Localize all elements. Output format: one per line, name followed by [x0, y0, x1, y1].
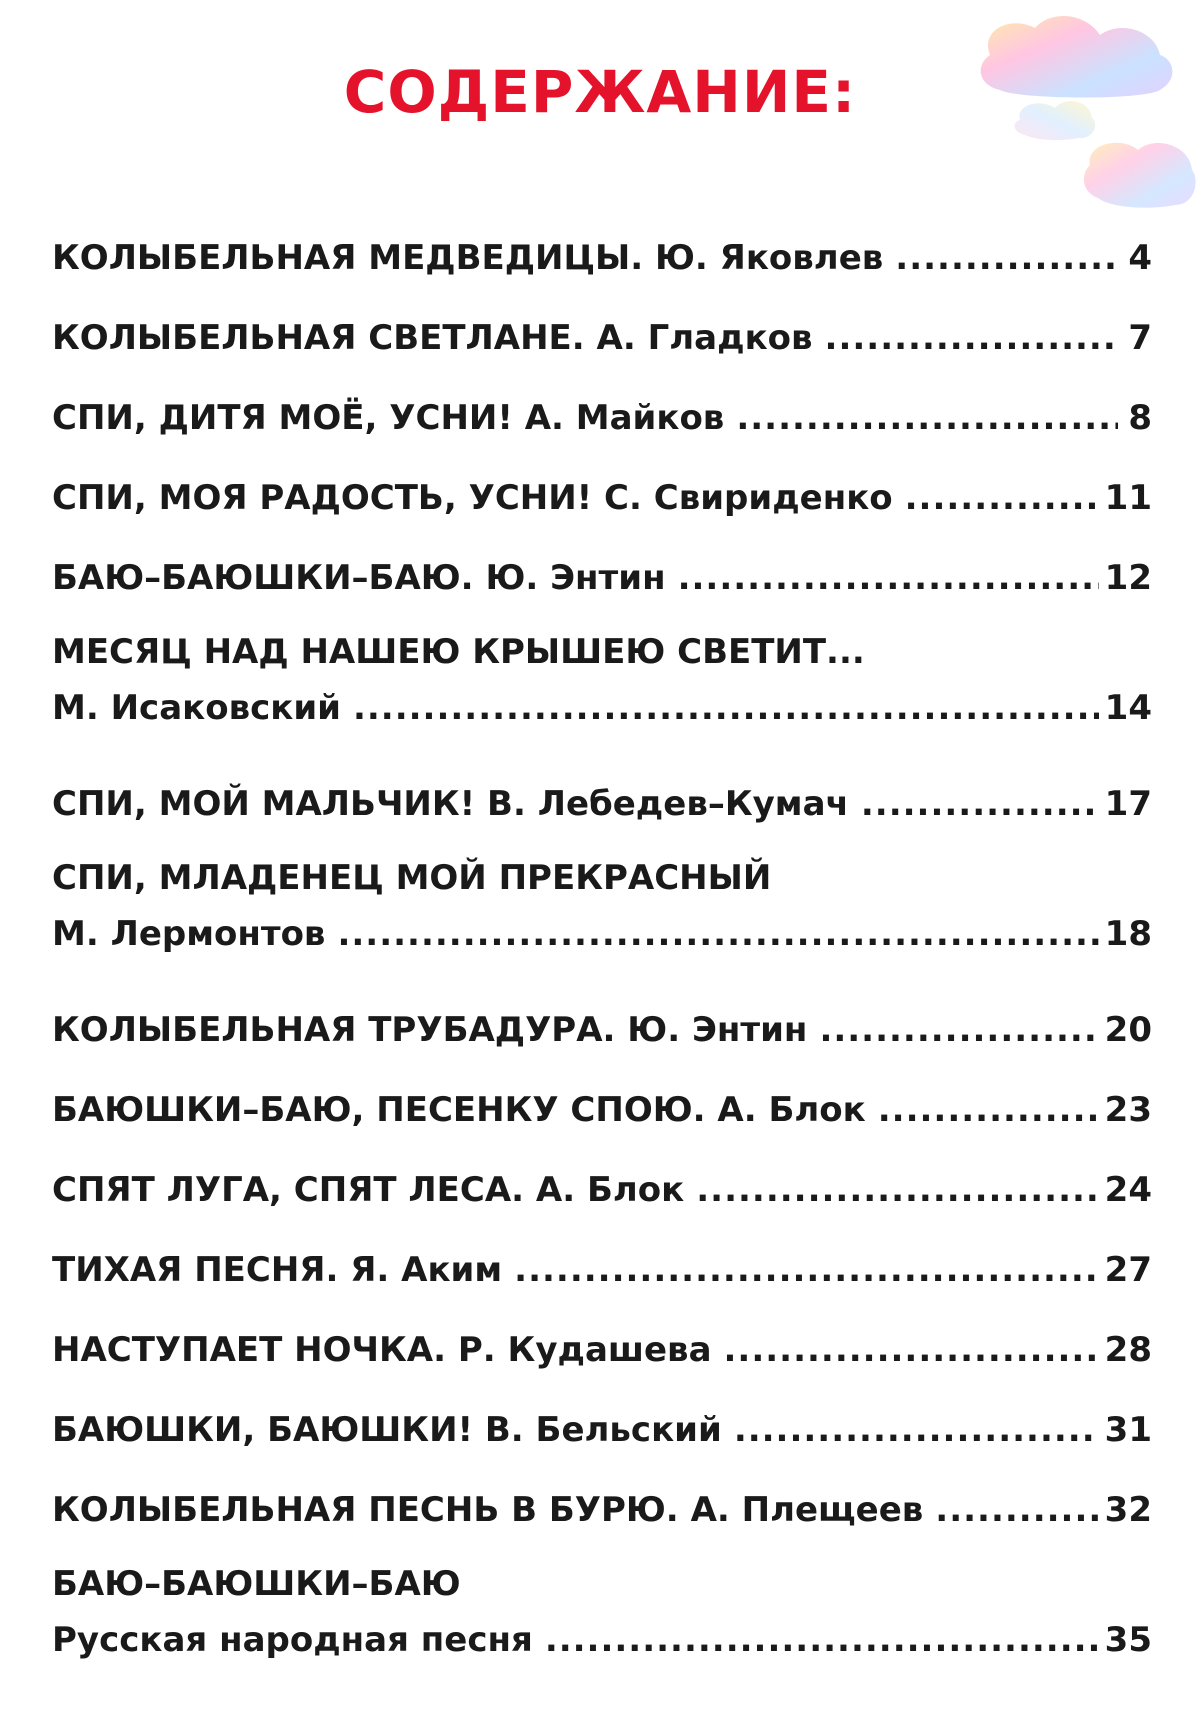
toc-entry: [52, 1082, 1152, 1138]
dot-leader: [861, 776, 1099, 832]
entry-page-number: 4: [1128, 238, 1152, 278]
toc-entry: [52, 390, 1152, 446]
dot-leader: [545, 1612, 1099, 1668]
toc-entry: [52, 850, 1152, 962]
entry-author: А. Блок: [535, 1170, 685, 1210]
dot-leader: [825, 310, 1118, 366]
toc-entry: [52, 1402, 1152, 1458]
decorative-clouds-image: [960, 0, 1200, 260]
toc-entry: [52, 470, 1152, 526]
toc-entry: [52, 1002, 1152, 1058]
toc-entry: [52, 1482, 1152, 1538]
entry-title: СПИ, МЛАДЕНЕЦ МОЙ ПРЕКРАСНЫЙ: [52, 858, 772, 898]
toc-entry: [52, 1556, 1152, 1668]
entry-page-number: 7: [1128, 318, 1152, 358]
entry-author: А. Плещеев: [690, 1490, 924, 1530]
entry-author: Ю. Энтин: [627, 1010, 808, 1050]
entry-author: А. Майков: [524, 398, 725, 438]
entry-page-number: 18: [1104, 914, 1152, 954]
entry-title: МЕСЯЦ НАД НАШЕЮ КРЫШЕЮ СВЕТИТ...: [52, 632, 865, 672]
entry-title: СПИ, ДИТЯ МОЁ, УСНИ!: [52, 398, 513, 438]
entry-page-number: 20: [1104, 1010, 1152, 1050]
toc-entry: [52, 550, 1152, 606]
entry-author: В. Лебедев–Кумач: [487, 784, 849, 824]
entry-author: Русская народная песня: [52, 1620, 533, 1660]
dot-leader: [353, 680, 1099, 736]
entry-title: КОЛЫБЕЛЬНАЯ МЕДВЕДИЦЫ.: [52, 238, 644, 278]
entry-title: СПИ, МОЙ МАЛЬЧИК!: [52, 784, 476, 824]
entry-author: С. Свириденко: [604, 478, 893, 518]
entry-author: Ю. Яковлев: [655, 238, 884, 278]
dot-leader: [337, 906, 1098, 962]
dot-leader: [878, 1082, 1099, 1138]
dot-leader: [736, 390, 1118, 446]
entry-title: КОЛЫБЕЛЬНАЯ ТРУБАДУРА.: [52, 1010, 616, 1050]
toc-entry: [52, 624, 1152, 736]
entry-page-number: 14: [1104, 688, 1152, 728]
entry-author: А. Блок: [717, 1090, 866, 1130]
toc-entry: [52, 230, 1152, 286]
entry-author: Ю. Энтин: [485, 558, 666, 598]
entry-author: М. Лермонтов: [52, 914, 326, 954]
dot-leader: [514, 1242, 1099, 1298]
entry-title: КОЛЫБЕЛЬНАЯ СВЕТЛАНЕ.: [52, 318, 585, 358]
entry-page-number: 27: [1104, 1250, 1152, 1290]
dot-leader: [935, 1482, 1098, 1538]
entry-page-number: 8: [1128, 398, 1152, 438]
entry-title: СПЯТ ЛУГА, СПЯТ ЛЕСА.: [52, 1170, 525, 1210]
toc-entry: [52, 776, 1152, 832]
entry-page-number: 17: [1104, 784, 1152, 824]
toc-entry: [52, 1242, 1152, 1298]
entry-title: БАЮШКИ, БАЮШКИ!: [52, 1410, 474, 1450]
entry-title: БАЮШКИ–БАЮ, ПЕСЕНКУ СПОЮ.: [52, 1090, 706, 1130]
toc-entry: [52, 1162, 1152, 1218]
entry-page-number: 11: [1104, 478, 1152, 518]
dot-leader: [819, 1002, 1098, 1058]
dot-leader: [696, 1162, 1098, 1218]
dot-leader: [724, 1322, 1099, 1378]
entry-page-number: 35: [1104, 1620, 1152, 1660]
entry-title: СПИ, МОЯ РАДОСТЬ, УСНИ!: [52, 478, 593, 518]
page-title: СОДЕРЖАНИЕ:: [343, 58, 857, 126]
entry-page-number: 32: [1104, 1490, 1152, 1530]
entry-author: А. Гладков: [596, 318, 813, 358]
entry-title: КОЛЫБЕЛЬНАЯ ПЕСНЬ В БУРЮ.: [52, 1490, 679, 1530]
entry-author: Я. Аким: [350, 1250, 503, 1290]
entry-author: М. Исаковский: [52, 688, 341, 728]
entry-author: В. Бельский: [484, 1410, 722, 1450]
entry-page-number: 12: [1104, 558, 1152, 598]
dot-leader: [905, 470, 1099, 526]
entry-page-number: 28: [1104, 1330, 1152, 1370]
dot-leader: [734, 1402, 1099, 1458]
entry-title: БАЮ–БАЮШКИ–БАЮ.: [52, 558, 474, 598]
dot-leader: [678, 550, 1099, 606]
toc-entry: [52, 1322, 1152, 1378]
entry-page-number: 31: [1104, 1410, 1152, 1450]
entry-page-number: 23: [1104, 1090, 1152, 1130]
entry-title: НАСТУПАЕТ НОЧКА.: [52, 1330, 447, 1370]
entry-author: Р. Кудашева: [457, 1330, 712, 1370]
toc-entry: [52, 310, 1152, 366]
entry-title: БАЮ–БАЮШКИ–БАЮ: [52, 1564, 461, 1604]
entry-title: ТИХАЯ ПЕСНЯ.: [52, 1250, 339, 1290]
dot-leader: [895, 230, 1118, 286]
entry-page-number: 24: [1104, 1170, 1152, 1210]
